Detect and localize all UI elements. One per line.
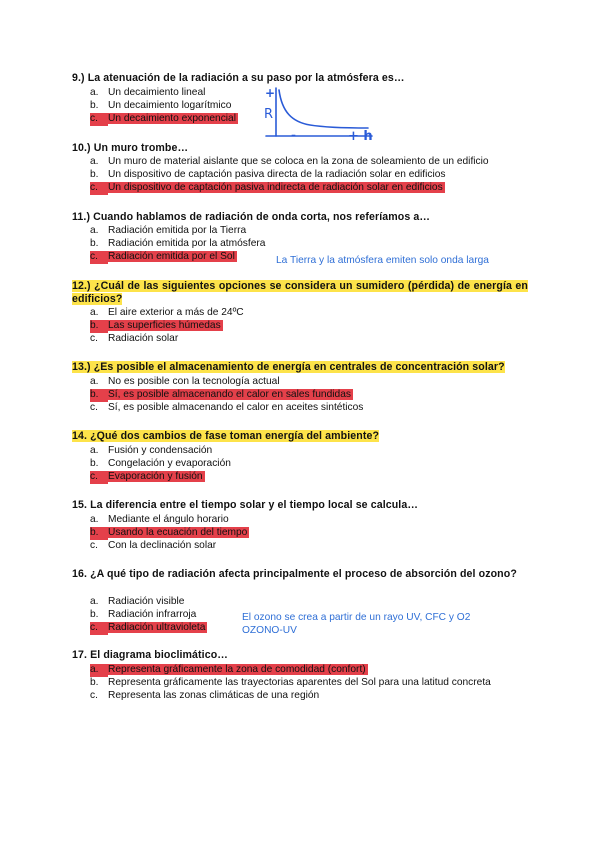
question-12-option-c[interactable]: c. Radiación solar [90, 333, 179, 344]
question-16-option-a[interactable]: a. Radiación visible [90, 596, 185, 607]
question-10-option-b[interactable]: b. Un dispositivo de captación pasiva directa de la radiación solar en edificios [90, 169, 446, 180]
question-15-option-c[interactable]: c. Con la declinación solar [90, 540, 217, 551]
question-17-option-b[interactable]: b. Representa gráficamente las trayectorias aparentes del Sol para una latitud concreta [90, 677, 491, 688]
question-10-option-a[interactable]: a. Un muro de material aislante que se coloca en la zona de soleamiento de un edificio [90, 156, 489, 167]
question-16-title: 16. ¿A qué tipo de radiación afecta principalmente el proceso de absorción del ozono? [72, 568, 517, 580]
exponential-decay-sketch [262, 86, 382, 142]
question-11-option-b[interactable]: b. Radiación emitida por la atmósfera [90, 238, 266, 249]
question-10-option-c[interactable]: c. Un dispositivo de captación pasiva indirecta de radiación solar en edificios [90, 182, 443, 193]
question-16-option-b[interactable]: b. Radiación infrarroja [90, 609, 197, 620]
question-13-option-a[interactable]: a. No es posible con la tecnología actual [90, 376, 280, 387]
question-17-title: 17. El diagrama bioclimático… [72, 649, 228, 661]
question-9-title: 9.) La atenuación de la radiación a su paso por la atmósfera es… [72, 72, 405, 84]
question-9-option-a[interactable]: a. Un decaimiento lineal [90, 87, 206, 98]
question-14-option-b[interactable]: b. Congelación y evaporación [90, 458, 231, 469]
question-15-title: 15. La diferencia entre el tiempo solar y el tiempo local se calcula… [72, 499, 419, 511]
question-11-title: 11.) Cuando hablamos de radiación de onda corta, nos referíamos a… [72, 211, 431, 223]
question-16-note: El ozono se crea a partir de un rayo UV, CFC y O2 [242, 612, 471, 623]
sketch-y-label: R [264, 107, 274, 122]
question-16-note-ozono-uv: OZONO-UV [242, 625, 297, 636]
question-9-option-b[interactable]: b. Un decaimiento logarítmico [90, 100, 232, 111]
question-13-option-b[interactable]: b. Sí, es posible almacenando el calor en sales fundidas [90, 389, 351, 400]
question-14-option-c[interactable]: c. Evaporación y fusión [90, 471, 203, 482]
question-17-option-c[interactable]: c. Representa las zonas climáticas de una región [90, 690, 320, 701]
question-17-option-a[interactable]: a. Representa gráficamente la zona de comodidad (confort) [90, 664, 366, 675]
question-12-title: 12.) ¿Cuál de las siguientes opciones se considera un sumidero (pérdida) de energía en edificios? [72, 280, 528, 305]
question-13-title: 13.) ¿Es posible el almacenamiento de energía en centrales de concentración solar? [72, 361, 505, 373]
sketch-plus-top: + [265, 86, 276, 100]
question-15-option-a[interactable]: a. Mediante el ángulo horario [90, 514, 229, 525]
question-12-option-b[interactable]: b. Las superficies húmedas [90, 320, 221, 331]
question-14-title: 14. ¿Qué dos cambios de fase toman energía del ambiente? [72, 430, 380, 442]
question-12-option-a[interactable]: a. El aire exterior a más de 24ºC [90, 307, 244, 318]
question-10-title: 10.) Un muro trombe… [72, 142, 189, 154]
question-11-note: La Tierra y la atmósfera emiten solo onda larga [276, 255, 489, 266]
sketch-decay-curve [279, 90, 368, 128]
question-9-option-c[interactable]: c. Un decaimiento exponencial [90, 113, 236, 124]
sketch-minus-bottom: - [291, 128, 296, 142]
question-11-option-a[interactable]: a. Radiación emitida por la Tierra [90, 225, 247, 236]
question-16-option-c[interactable]: c. Radiación ultravioleta [90, 622, 206, 633]
sketch-x-label: + h [348, 129, 373, 142]
question-11-option-c[interactable]: c. Radiación emitida por el Sol [90, 251, 235, 262]
question-15-option-b[interactable]: b. Usando la ecuación del tiempo [90, 527, 248, 538]
question-13-option-c[interactable]: c. Sí, es posible almacenando el calor en aceites sintéticos [90, 402, 364, 413]
question-14-option-a[interactable]: a. Fusión y condensación [90, 445, 213, 456]
